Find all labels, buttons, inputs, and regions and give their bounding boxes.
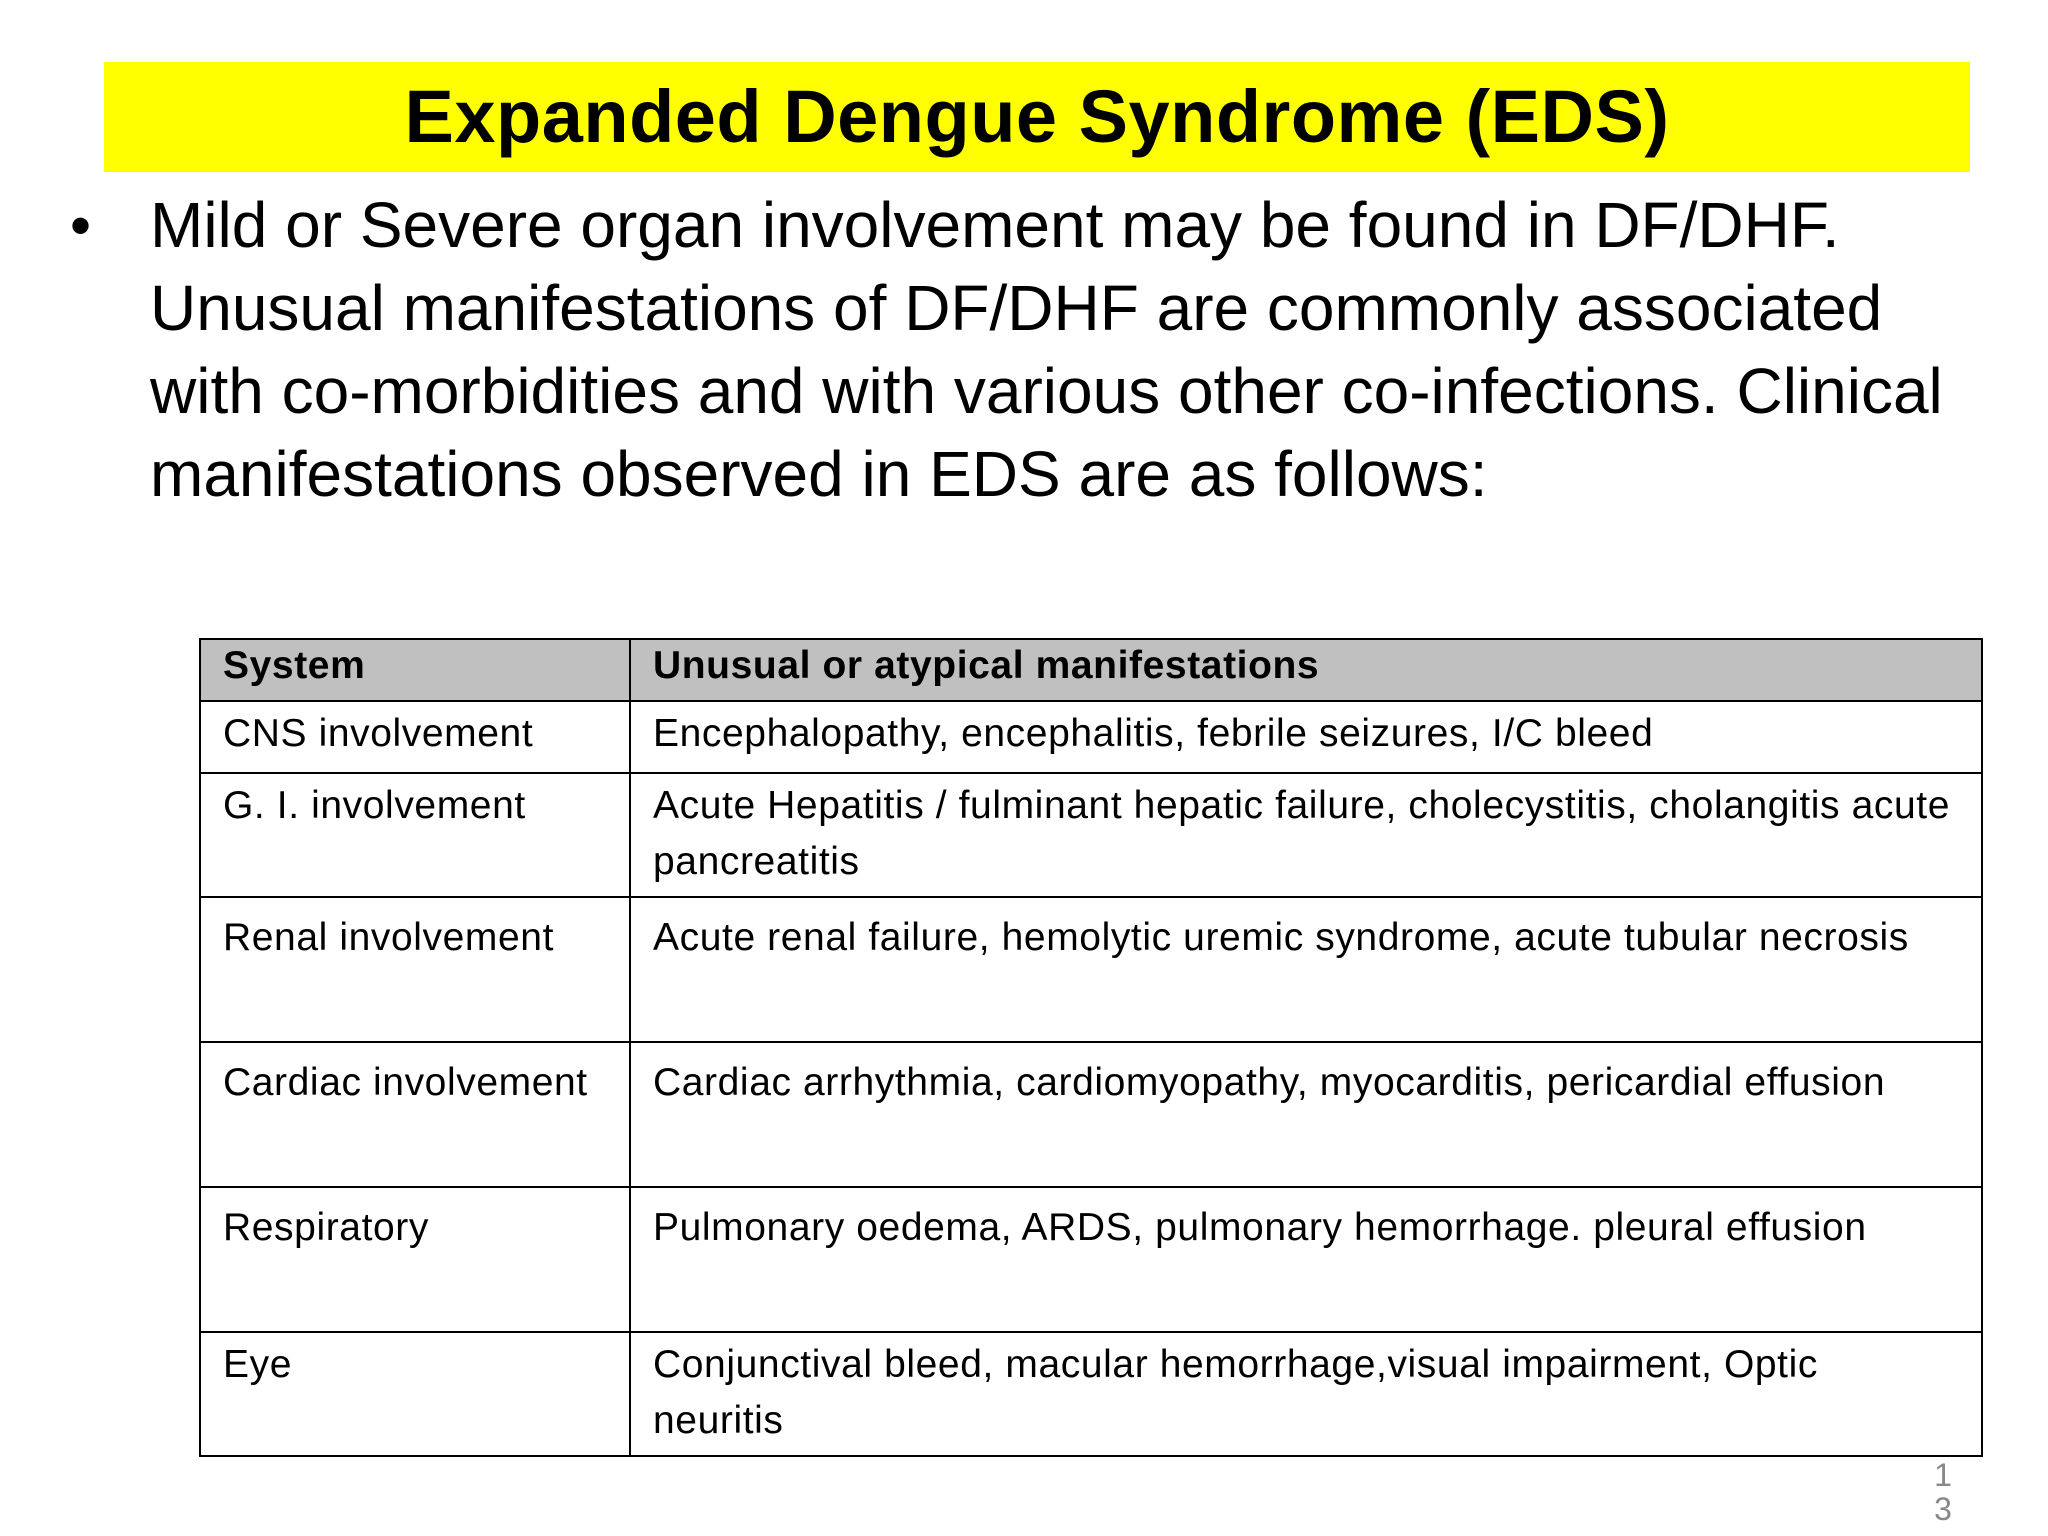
table-header-row <box>200 639 1982 701</box>
manifestations-cell: Acute Hepatitis / fulminant hepatic failure, cholecystitis, cholangitis acute pancreatitis <box>630 773 1982 897</box>
bullet-text: Mild or Severe organ involvement may be found in DF/DHF. Unusual manifestations of DF/DHF are commonly associated with co-morbidities and with various other co-infections. Clinical manifestations observed in EDS are as follows: <box>150 189 1943 510</box>
header-system: System <box>200 639 630 701</box>
bullet-icon: • <box>70 192 92 259</box>
system-cell: Renal involvement <box>200 897 630 1042</box>
slide-title: Expanded Dengue Syndrome (EDS) <box>404 75 1670 158</box>
system-cell: Respiratory <box>200 1187 630 1332</box>
manifestations-cell: Encephalopathy, encephalitis, febrile seizures, I/C bleed <box>630 701 1982 773</box>
table-row <box>200 1187 1982 1332</box>
manifestations-cell: Acute renal failure, hemolytic uremic syndrome, acute tubular necrosis <box>630 897 1982 1042</box>
system-cell: G. I. involvement <box>200 773 630 897</box>
title-banner <box>104 62 1970 172</box>
system-cell: CNS involvement <box>200 701 630 773</box>
manifestations-cell: Pulmonary oedema, ARDS, pulmonary hemorrhage. pleural effusion <box>630 1187 1982 1332</box>
table-row <box>200 701 1982 773</box>
system-cell: Eye <box>200 1332 630 1456</box>
page-number: 13 <box>1934 1457 1952 1527</box>
manifestations-table <box>199 638 1983 1457</box>
system-cell: Cardiac involvement <box>200 1042 630 1187</box>
header-manifestations: Unusual or atypical manifestations <box>630 639 1982 701</box>
table-row <box>200 773 1982 897</box>
table-row <box>200 897 1982 1042</box>
table-row <box>200 1332 1982 1456</box>
manifestations-cell: Cardiac arrhythmia, cardiomyopathy, myocarditis, pericardial effusion <box>630 1042 1982 1187</box>
table-row <box>200 1042 1982 1187</box>
manifestations-cell: Conjunctival bleed, macular hemorrhage,visual impairment, Optic neuritis <box>630 1332 1982 1456</box>
